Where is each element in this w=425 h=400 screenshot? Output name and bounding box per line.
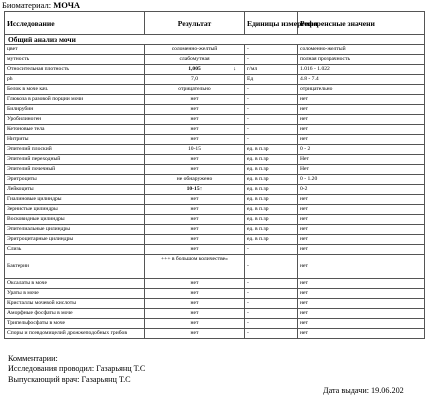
cell-result: 1,005 ↓ <box>145 65 245 75</box>
cell-result: нет <box>145 95 245 105</box>
cell-reference: нет <box>298 309 425 319</box>
biomaterial-label: Биоматериал: <box>2 0 52 10</box>
results-table <box>4 11 425 339</box>
cell-result: нет <box>145 165 245 175</box>
table-row <box>5 165 425 175</box>
cell-units: г/мл <box>245 65 298 75</box>
table-row <box>5 225 425 235</box>
cell-reference: 0 - 2 <box>298 145 425 155</box>
header-units: Единицы измерения <box>245 12 298 35</box>
table-row <box>5 105 425 115</box>
table-row <box>5 245 425 255</box>
issuing-doctor: Выпускающий врач: Газарьянц Т.С <box>8 375 131 384</box>
cell-reference: нет <box>298 95 425 105</box>
cell-study-name: Аморфные фосфаты в моче <box>5 309 145 319</box>
cell-study-name: Ураты в моче <box>5 289 145 299</box>
cell-units: - <box>245 105 298 115</box>
cell-study-name: Билирубин <box>5 105 145 115</box>
cell-reference: нет <box>298 135 425 145</box>
cell-reference: нет <box>298 235 425 245</box>
cell-study-name: Оксалаты в моче <box>5 279 145 289</box>
cell-reference: нет <box>298 195 425 205</box>
cell-study-name: Уробилиноген <box>5 115 145 125</box>
cell-units: ед. в п.зр <box>245 235 298 245</box>
cell-result: слабомутная <box>145 55 245 65</box>
cell-result: нет <box>145 105 245 115</box>
cell-reference: Нет <box>298 165 425 175</box>
cell-result: отрицательно <box>145 85 245 95</box>
table-row <box>5 185 425 195</box>
cell-units: - <box>245 95 298 105</box>
table-row <box>5 65 425 75</box>
cell-study-name: Бактерии <box>5 255 145 279</box>
cell-study-name: Эпителиальные цилиндры <box>5 225 145 235</box>
cell-study-name: Эпителий плоский <box>5 145 145 155</box>
cell-units: - <box>245 135 298 145</box>
header-study: Исследование <box>5 12 145 35</box>
cell-reference: нет <box>298 299 425 309</box>
cell-study-name: ph <box>5 75 145 85</box>
table-row <box>5 255 425 279</box>
down-arrow-icon: ↓ <box>233 66 236 72</box>
cell-result: нет <box>145 225 245 235</box>
cell-reference: 0-2 <box>298 185 425 195</box>
cell-units: - <box>245 125 298 135</box>
cell-reference: нет <box>298 279 425 289</box>
table-row <box>5 115 425 125</box>
cell-units: - <box>245 85 298 95</box>
table-row <box>5 309 425 319</box>
cell-study-name: Лейкоциты <box>5 185 145 195</box>
cell-reference: нет <box>298 255 425 279</box>
cell-result: 10-15↑ <box>145 185 245 195</box>
table-row <box>5 75 425 85</box>
cell-units: ед. в п.зр <box>245 155 298 165</box>
cell-result: нет <box>145 235 245 245</box>
table-row <box>5 95 425 105</box>
cell-study-name: Трипельфосфаты в моче <box>5 319 145 329</box>
cell-units: - <box>245 45 298 55</box>
table-row <box>5 329 425 339</box>
cell-result: нет <box>145 329 245 339</box>
cell-result: нет <box>145 299 245 309</box>
cell-reference: соломенно-желтый <box>298 45 425 55</box>
cell-study-name: Эритроцитарные цилиндры <box>5 235 145 245</box>
cell-study-name: Кристаллы мочевой кислоты <box>5 299 145 309</box>
cell-study-name: Гиалиновые цилиндры <box>5 195 145 205</box>
cell-reference: нет <box>298 125 425 135</box>
cell-reference: нет <box>298 289 425 299</box>
cell-reference: отрицательно <box>298 85 425 95</box>
biomaterial-value: МОЧА <box>53 0 81 10</box>
cell-study-name: Кетоновые тела <box>5 125 145 135</box>
cell-reference: нет <box>298 319 425 329</box>
cell-reference: полная прозрачность <box>298 55 425 65</box>
table-row <box>5 319 425 329</box>
table-header-row <box>5 12 425 35</box>
cell-units: - <box>245 289 298 299</box>
cell-units: ед. в п.зр <box>245 215 298 225</box>
cell-reference: нет <box>298 105 425 115</box>
cell-study-name: Споры и псевдомицелий дрожжеподобных грибов <box>5 329 145 339</box>
table-row <box>5 289 425 299</box>
cell-reference: 1.016 - 1.022 <box>298 65 425 75</box>
cell-study-name: Слизь <box>5 245 145 255</box>
cell-units: ед. в п.зр <box>245 165 298 175</box>
header-result: Результат <box>145 12 245 35</box>
table-row <box>5 55 425 65</box>
table-row <box>5 299 425 309</box>
header-reference: Референсные значени <box>298 12 425 35</box>
cell-result: нет <box>145 135 245 145</box>
performed-by: Исследования проводил: Газарьянц Т.С <box>8 364 146 373</box>
cell-study-name: Эпителий переходный <box>5 155 145 165</box>
table-row <box>5 215 425 225</box>
table-row <box>5 279 425 289</box>
cell-result: нет <box>145 279 245 289</box>
cell-units: Ед <box>245 75 298 85</box>
biomaterial-line <box>2 0 80 11</box>
table-row <box>5 85 425 95</box>
table-row <box>5 125 425 135</box>
cell-units: ед. в п.зр <box>245 195 298 205</box>
cell-reference: нет <box>298 329 425 339</box>
cell-study-name: мутность <box>5 55 145 65</box>
cell-reference: 0 - 1.20 <box>298 175 425 185</box>
cell-units: - <box>245 255 298 279</box>
cell-result: нет <box>145 155 245 165</box>
cell-units: - <box>245 309 298 319</box>
cell-units: ед. в п.зр <box>245 145 298 155</box>
cell-result: нет <box>145 195 245 205</box>
cell-units: - <box>245 299 298 309</box>
cell-result: нет <box>145 289 245 299</box>
table-row <box>5 175 425 185</box>
cell-units: ед. в п.зр <box>245 225 298 235</box>
section-row <box>5 35 425 45</box>
comments-label: Комментарии: <box>8 354 58 363</box>
cell-study-name: Эритроциты <box>5 175 145 185</box>
cell-study-name: Эпителий почечный <box>5 165 145 175</box>
cell-study-name: Восковидные цилиндры <box>5 215 145 225</box>
cell-result: нет <box>145 125 245 135</box>
issue-date: Дата выдачи: 19.06.202 <box>323 386 404 395</box>
cell-result: нет <box>145 115 245 125</box>
section-title: Общий анализ мочи <box>5 35 425 45</box>
cell-result: 7,0 <box>145 75 245 85</box>
table-row <box>5 45 425 55</box>
cell-reference: нет <box>298 205 425 215</box>
cell-units: - <box>245 319 298 329</box>
table-row <box>5 205 425 215</box>
cell-units: - <box>245 55 298 65</box>
cell-result: +++ в большом количестве» <box>145 255 245 279</box>
cell-result: нет <box>145 309 245 319</box>
cell-units: - <box>245 329 298 339</box>
cell-units: - <box>245 279 298 289</box>
cell-study-name: Глюкоза в разовой порции мочи <box>5 95 145 105</box>
cell-study-name: Нитриты <box>5 135 145 145</box>
cell-study-name: Относительная плотность <box>5 65 145 75</box>
cell-result: не обнаружено <box>145 175 245 185</box>
cell-study-name: Белок в моче кач. <box>5 85 145 95</box>
table-row <box>5 145 425 155</box>
table-row <box>5 155 425 165</box>
cell-result: 10-15 <box>145 145 245 155</box>
cell-result: нет <box>145 215 245 225</box>
cell-result: нет <box>145 245 245 255</box>
cell-result: нет <box>145 319 245 329</box>
cell-result: соломенно-желтый <box>145 45 245 55</box>
cell-result: нет <box>145 205 245 215</box>
cell-reference: Нет <box>298 155 425 165</box>
cell-reference: 4.8 - 7.4 <box>298 75 425 85</box>
table-row <box>5 195 425 205</box>
table-row <box>5 135 425 145</box>
cell-reference: нет <box>298 215 425 225</box>
cell-units: ед. в п.зр <box>245 175 298 185</box>
cell-units: - <box>245 245 298 255</box>
cell-reference: нет <box>298 225 425 235</box>
cell-units: - <box>245 115 298 125</box>
cell-study-name: цвет <box>5 45 145 55</box>
cell-reference: нет <box>298 245 425 255</box>
cell-study-name: Зернистые цилиндры <box>5 205 145 215</box>
cell-reference: нет <box>298 115 425 125</box>
cell-units: ед. в п.зр <box>245 185 298 195</box>
table-row <box>5 235 425 245</box>
cell-units: ед. в п.зр <box>245 205 298 215</box>
